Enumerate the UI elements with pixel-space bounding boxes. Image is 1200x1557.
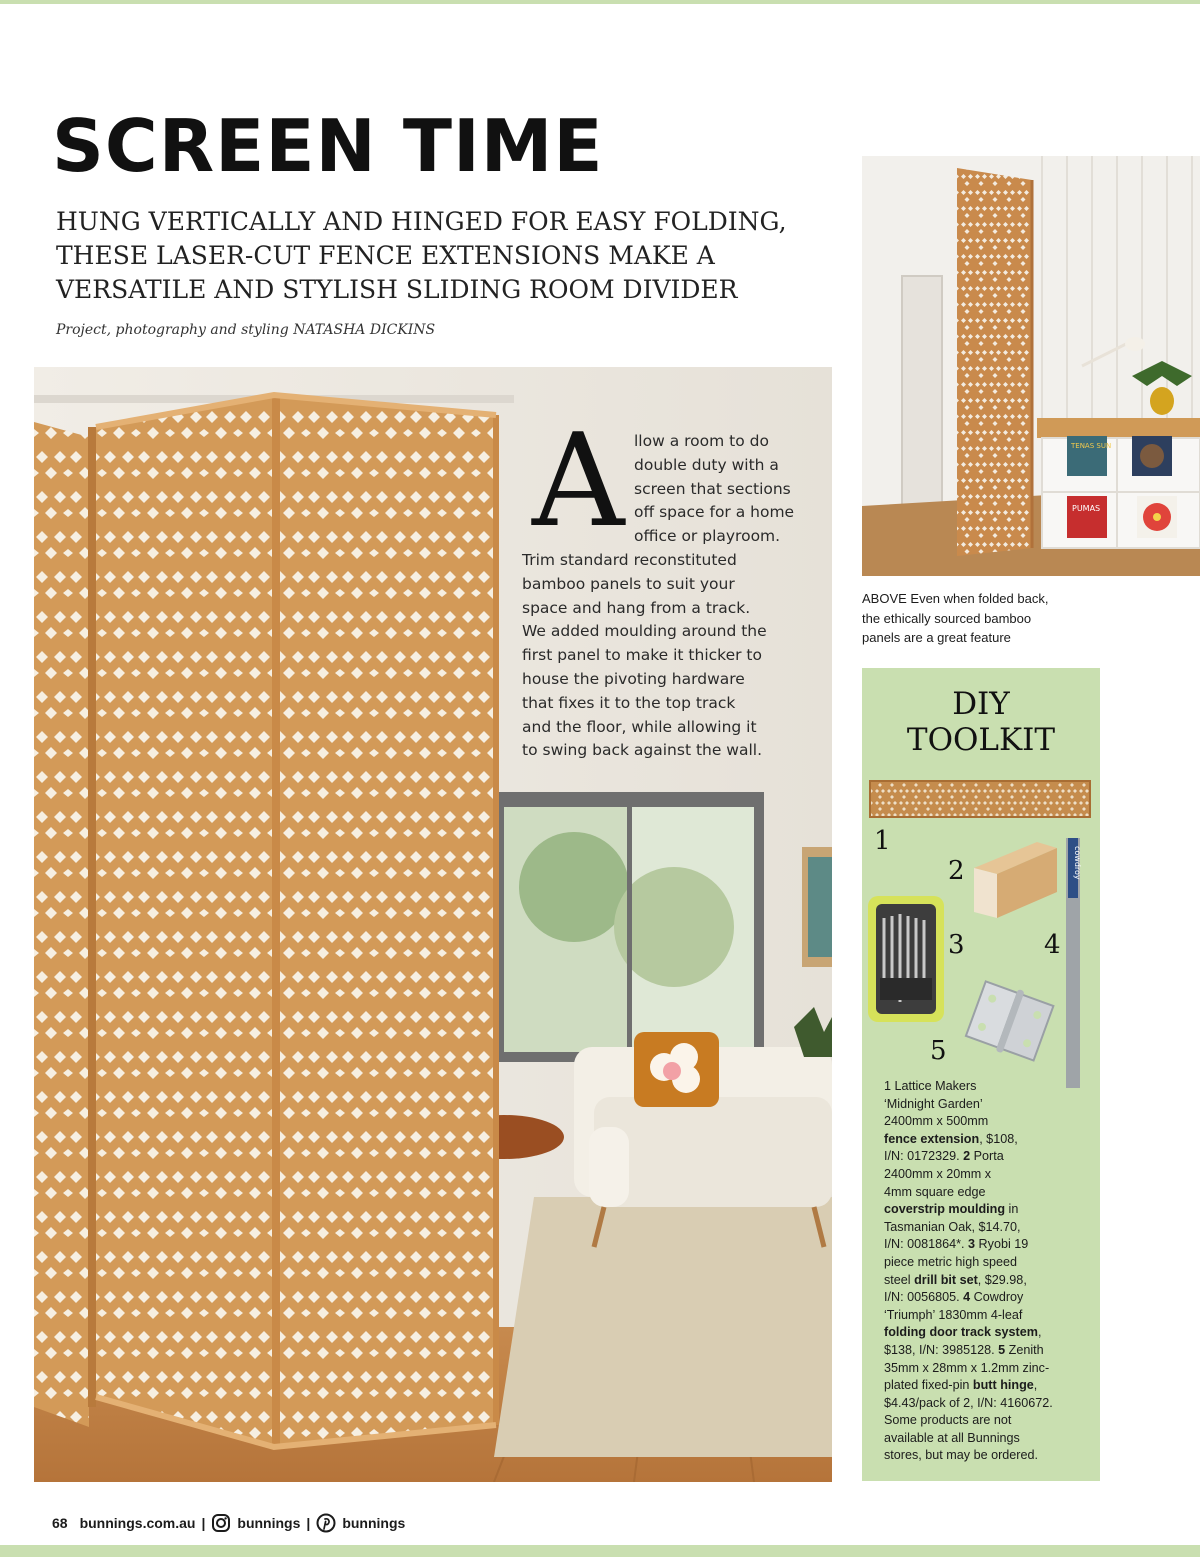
toolkit-text-line [884, 1254, 1084, 1272]
toolkit-text-bold: 4 [963, 1290, 971, 1305]
toolkit-text-regular: , [1037, 1325, 1042, 1340]
intro-line: bamboo panels to suit your [522, 574, 735, 593]
toolkit-text-regular: Tasmanian Oak, $14.70, [884, 1219, 1021, 1234]
toolkit-text-bold: drill bit set [914, 1272, 978, 1287]
toolkit-text-regular: ‘Midnight Garden’ [884, 1096, 983, 1111]
page-number: 68 [52, 1515, 68, 1531]
toolkit-text-line [884, 1360, 1084, 1378]
subheading [56, 205, 856, 307]
toolkit-text-regular: $4.43/pack of 2, I/N: 4160672. [884, 1395, 1053, 1410]
top-border [0, 0, 1200, 4]
toolkit-text-regular: Zenith [1005, 1342, 1044, 1357]
intro-line: to swing back against the wall. [522, 741, 763, 760]
toolkit-text-regular: 4mm square edge [884, 1184, 986, 1199]
toolkit-text-line [884, 1184, 1084, 1202]
intro-line: double duty with a [634, 455, 779, 474]
toolkit-text-regular: Porta [970, 1149, 1004, 1164]
subheading-line: THESE LASER-CUT FENCE EXTENSIONS MAKE A [56, 241, 715, 270]
toolkit-title-line: DIY [952, 686, 1010, 722]
toolkit-text-regular: steel [884, 1272, 915, 1287]
toolkit-text-line [884, 1236, 1084, 1254]
intro-line: off space for a home [634, 503, 795, 522]
track-brand-label: cowdroy [1073, 846, 1082, 880]
pinterest-handle[interactable]: bunnings [342, 1515, 406, 1531]
toolkit-text-regular: plated fixed-pin [884, 1378, 973, 1393]
toolkit-text-regular: , [1033, 1378, 1038, 1393]
toolkit-text-line [884, 1324, 1084, 1342]
toolkit-text-line [884, 1395, 1084, 1413]
fence-extension-image [870, 781, 1090, 817]
toolkit-text-line [884, 1272, 1084, 1290]
intro-line: office or playroom. [634, 527, 781, 546]
subheading-line: HUNG VERTICALLY AND HINGED FOR EASY FOLDING, [56, 207, 787, 236]
bottom-border [0, 1545, 1200, 1557]
toolkit-text-regular: available at all Bunnings [884, 1430, 1020, 1445]
credit-line: Project, photography and styling NATASHA DICKINS [56, 322, 436, 338]
toolkit-text-regular: stores, but may be ordered. [884, 1448, 1039, 1463]
toolkit-text-regular: 35mm x 28mm x 1.2mm zinc- [884, 1360, 1050, 1375]
website-link[interactable]: bunnings.com.au [79, 1515, 196, 1531]
intro-line: first panel to make it thicker to [522, 646, 762, 665]
toolkit-text-line [884, 1289, 1084, 1307]
folding-door-track-image [1066, 838, 1082, 1088]
toolkit-number: 1 [874, 826, 891, 856]
toolkit-text-line [884, 1447, 1084, 1465]
page-title: SCREEN TIME [52, 104, 604, 188]
toolkit-text-bold: coverstrip moulding [884, 1202, 1006, 1217]
diy-toolkit-panel [862, 668, 1100, 1481]
intro-line: and the floor, while allowing it [522, 717, 757, 736]
instagram-handle[interactable]: bunnings [237, 1515, 301, 1531]
side-photo-illustration [862, 156, 1200, 576]
intro-line: screen that sections [634, 479, 791, 498]
intro-line: that fixes it to the top track [522, 693, 736, 712]
toolkit-text-regular: I/N: 0172329. [884, 1149, 964, 1164]
toolkit-text-line [884, 1166, 1084, 1184]
toolkit-text-line [884, 1148, 1084, 1166]
intro-line: We added moulding around the [522, 622, 767, 641]
toolkit-text-line [884, 1078, 1084, 1096]
intro-line: Trim standard reconstituted [522, 550, 737, 569]
pinterest-icon [316, 1513, 336, 1533]
dropcap: A [532, 407, 625, 556]
toolkit-number: 4 [1044, 930, 1061, 960]
intro-line: house the pivoting hardware [522, 669, 745, 688]
toolkit-text-regular: 2400mm x 500mm [884, 1114, 989, 1129]
toolkit-text-bold: fence extension [884, 1131, 980, 1146]
moulding-image [974, 842, 1057, 918]
toolkit-text-bold: 2 [963, 1149, 971, 1164]
toolkit-text-line [884, 1377, 1084, 1395]
intro-text [522, 430, 822, 763]
caption-line: the ethically sourced bamboo [862, 610, 1032, 626]
caption-line: panels are a great feature [862, 630, 1011, 645]
toolkit-text-regular: 2400mm x 20mm x [884, 1166, 992, 1181]
toolkit-title-line: TOOLKIT [906, 722, 1056, 758]
subheading-line: VERSATILE AND STYLISH SLIDING ROOM DIVIDER [56, 275, 738, 304]
toolkit-text-regular: Ryobi 19 [975, 1237, 1029, 1252]
toolkit-number: 3 [948, 930, 965, 960]
toolkit-products-illustration [862, 668, 1100, 1088]
toolkit-text-bold: 5 [998, 1342, 1006, 1357]
toolkit-text-line [884, 1342, 1084, 1360]
box-label-tenas: TENAS SUN [1071, 442, 1112, 450]
toolkit-text-regular: , $108, [979, 1131, 1018, 1146]
toolkit-text-line [884, 1096, 1084, 1114]
instagram-icon [211, 1513, 231, 1533]
butt-hinge-image [965, 978, 1055, 1065]
toolkit-text-regular: 1 Lattice Makers [884, 1079, 977, 1093]
toolkit-text-regular: $138, I/N: 3985128. [884, 1342, 999, 1357]
toolkit-text-line [884, 1219, 1084, 1237]
page-footer [52, 1513, 405, 1533]
toolkit-text-regular: I/N: 0056805. [884, 1290, 964, 1305]
toolkit-text-line [884, 1430, 1084, 1448]
footer-separator: | [306, 1515, 311, 1531]
toolkit-text-line [884, 1307, 1084, 1325]
toolkit-text-bold: butt hinge [972, 1378, 1034, 1393]
toolkit-text-bold: folding door track system [884, 1325, 1038, 1340]
toolkit-text-regular: ‘Triumph’ 1830mm 4-leaf [884, 1307, 1023, 1322]
side-photo [862, 156, 1200, 576]
toolkit-product-list [884, 1078, 1084, 1465]
side-photo-caption [862, 589, 1192, 648]
toolkit-text-regular: Cowdroy [970, 1290, 1024, 1305]
intro-line: llow a room to do [634, 432, 769, 450]
toolkit-number: 5 [930, 1036, 947, 1066]
toolkit-number: 2 [948, 856, 965, 886]
toolkit-text-line [884, 1113, 1084, 1131]
toolkit-text-line [884, 1201, 1084, 1219]
toolkit-text-regular: piece metric high speed [884, 1254, 1018, 1269]
drill-bit-set-image [868, 896, 944, 1022]
toolkit-text-regular: Some products are not [884, 1413, 1012, 1428]
toolkit-text-line [884, 1412, 1084, 1430]
toolkit-text-regular: in [1005, 1202, 1019, 1217]
toolkit-text-regular: I/N: 0081864*. [884, 1237, 969, 1252]
footer-separator: | [201, 1515, 206, 1531]
toolkit-text-bold: 3 [968, 1237, 976, 1252]
intro-line: space and hang from a track. [522, 598, 751, 617]
toolkit-text-line [884, 1131, 1084, 1149]
box-label-pumas: PUMAS [1072, 504, 1101, 513]
toolkit-text-regular: , $29.98, [977, 1272, 1027, 1287]
caption-line: ABOVE Even when folded back, [862, 591, 1049, 606]
